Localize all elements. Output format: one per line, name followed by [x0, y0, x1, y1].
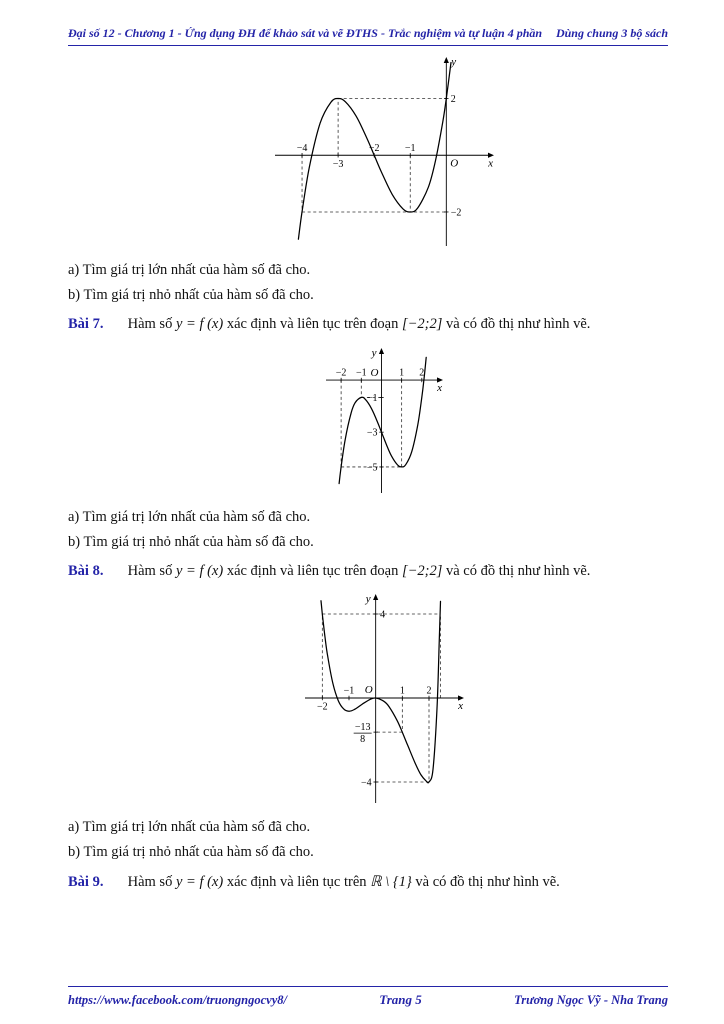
svg-text:2: 2	[426, 685, 432, 697]
exercise-9	[68, 871, 668, 894]
exercise-9-label: Bài 9.	[68, 873, 104, 890]
exercise-8-tail: và có đồ thị như hình vẽ.	[446, 562, 591, 579]
svg-text:4: 4	[380, 609, 386, 621]
svg-text:x: x	[488, 157, 493, 170]
svg-text:−3: −3	[366, 427, 378, 439]
task-a-1: a) Tìm giá trị lớn nhất của hàm số đã cho.	[68, 262, 311, 278]
figure-bai-7	[68, 347, 668, 498]
author-name: Trương Ngọc Vỹ - Nha Trang	[514, 993, 668, 1007]
exercise-7-tail: và có đồ thị như hình vẽ.	[446, 316, 591, 333]
function-graph-bai-7	[326, 347, 444, 498]
graph-svg	[326, 347, 444, 493]
svg-text:2: 2	[419, 367, 425, 379]
exercise-9-pre: Hàm số	[127, 873, 173, 890]
figure-bai-6	[68, 56, 668, 251]
graph-svg	[275, 56, 495, 246]
exercise-8-interval: [−2;2]	[401, 562, 443, 579]
function-curve	[321, 601, 441, 783]
svg-text:x: x	[437, 381, 442, 394]
svg-text:−4: −4	[361, 777, 372, 789]
svg-text:−2: −2	[368, 142, 380, 154]
y-axis-arrow	[444, 57, 449, 63]
task-b-1: b) Tìm giá trị nhỏ nhất của hàm số đã cho.	[68, 287, 314, 304]
header-edition: Dùng chung 3 bộ sách	[555, 26, 668, 40]
exercise-9-function: y = f (x)	[175, 873, 224, 890]
svg-text:y: y	[451, 56, 457, 68]
page-footer	[68, 986, 668, 1008]
svg-text:y: y	[365, 593, 371, 606]
exercise-7-interval: [−2;2]	[401, 316, 443, 333]
exercise-8-function: y = f (x)	[175, 562, 224, 579]
svg-text:−2: −2	[335, 367, 347, 379]
task-b-3: b) Tìm giá trị nhỏ nhất của hàm số đã cho.	[68, 844, 314, 861]
svg-text:y: y	[371, 346, 377, 359]
svg-text:2: 2	[450, 94, 456, 106]
exercise-8-pre: Hàm số	[127, 562, 173, 579]
svg-text:O: O	[370, 366, 379, 379]
exercise-9-tail: và có đồ thị như hình vẽ.	[415, 873, 560, 890]
task-a-3: a) Tìm giá trị lớn nhất của hàm số đã cho.	[68, 819, 311, 836]
task-b-2: b) Tìm giá trị nhỏ nhất của hàm số đã cho.	[68, 533, 314, 550]
exercise-7-mid: xác định và liên tục trên đoạn	[226, 316, 399, 333]
svg-text:−1: −1	[404, 142, 416, 154]
svg-text:−5: −5	[366, 461, 378, 473]
exercise-7-pre: Hàm số	[127, 316, 173, 333]
exercise-9-domain: ℝ \ {1}	[370, 873, 412, 890]
exercise-8-label: Bài 8.	[68, 562, 104, 579]
task-a-2: a) Tìm giá trị lớn nhất của hàm số đã cho.	[68, 508, 311, 525]
exercise-7-function: y = f (x)	[175, 316, 224, 333]
exercise-8-mid: xác định và liên tục trên đoạn	[226, 562, 399, 579]
svg-text:−2: −2	[317, 701, 328, 713]
exercise-8	[68, 560, 668, 583]
svg-text:−1: −1	[343, 685, 355, 697]
y-axis-arrow	[379, 348, 384, 354]
svg-text:8: 8	[360, 734, 366, 746]
exercise-7-label: Bài 7.	[68, 316, 104, 333]
svg-text:−1: −1	[366, 392, 378, 404]
facebook-link[interactable]: https://www.facebook.com/truongngocvy8/	[68, 993, 287, 1007]
figure-bai-8	[68, 593, 668, 808]
svg-text:1: 1	[399, 367, 405, 379]
svg-text:−3: −3	[332, 158, 344, 170]
header-rule	[68, 45, 668, 46]
exercise-7	[68, 313, 668, 336]
page-header	[68, 26, 668, 41]
graph-svg	[305, 593, 465, 803]
function-graph-bai-6	[275, 56, 495, 251]
svg-text:1: 1	[399, 685, 405, 697]
svg-text:x: x	[458, 700, 463, 713]
function-graph-bai-8	[305, 593, 465, 808]
header-title: Đại số 12 - Chương 1 - Ứng dụng ĐH để khảo sát và vẽ ĐTHS - Trắc nghiệm và tự luận 4 phần	[68, 26, 543, 40]
svg-text:−4: −4	[296, 142, 308, 154]
exercise-9-mid: xác định và liên tục trên	[226, 873, 367, 890]
svg-text:−2: −2	[450, 207, 462, 219]
svg-text:O: O	[364, 684, 373, 697]
svg-text:−13: −13	[354, 722, 371, 734]
page-number: Trang 5	[379, 992, 422, 1007]
svg-text:O: O	[450, 157, 459, 170]
function-curve	[339, 357, 426, 483]
y-axis-arrow	[373, 594, 378, 600]
svg-text:−1: −1	[355, 367, 367, 379]
